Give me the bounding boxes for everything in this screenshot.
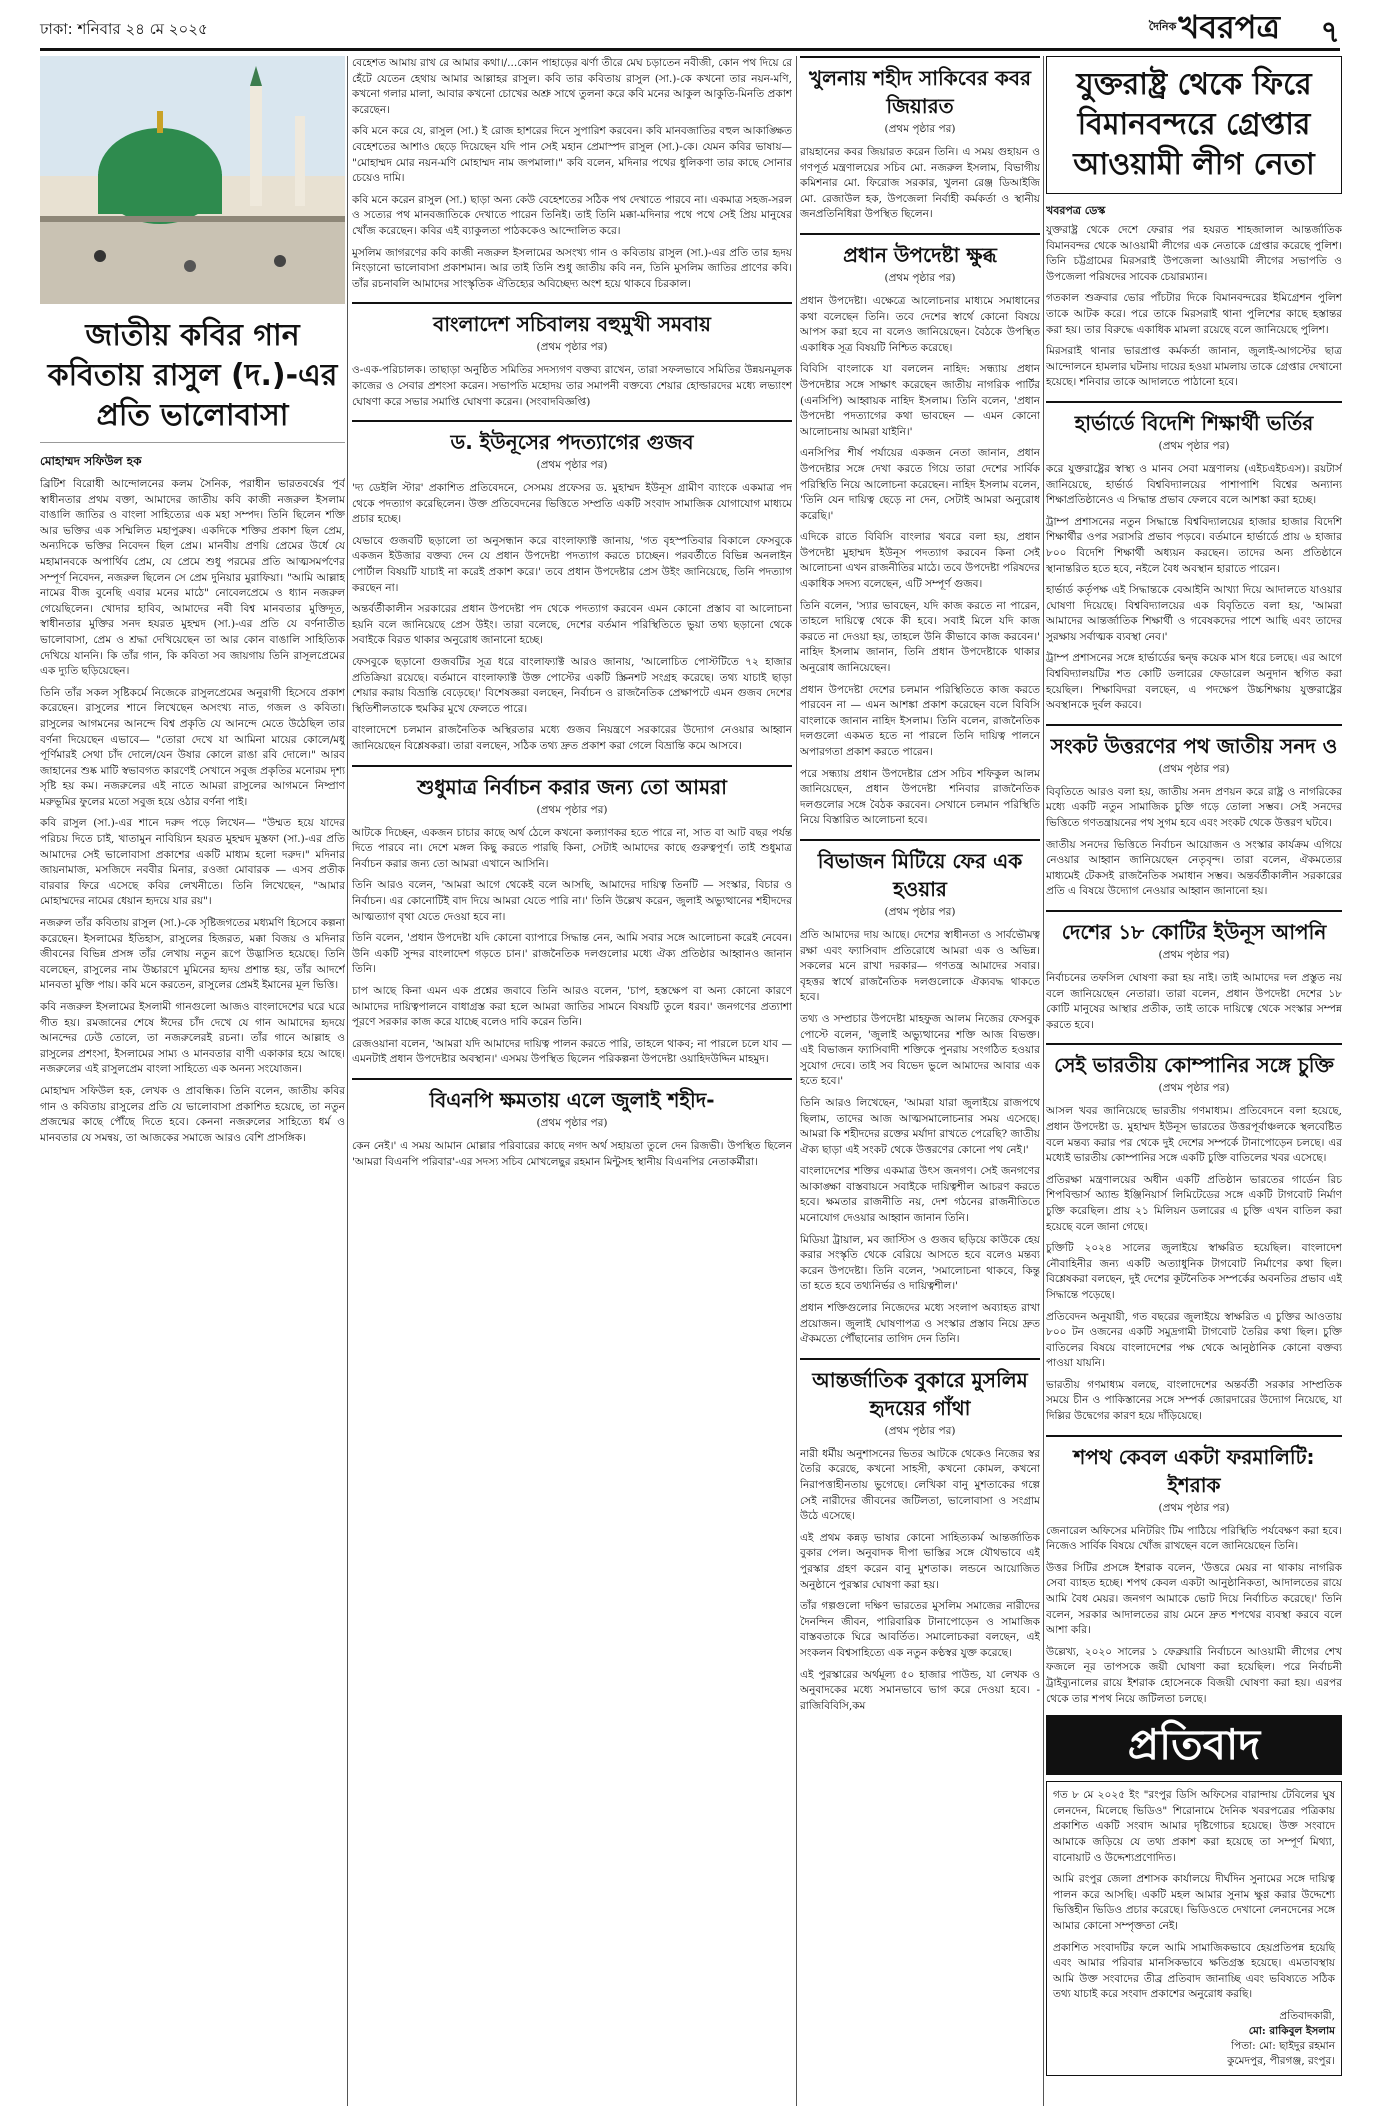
article-paragraph: বাংলাদেশের শক্তির একমাত্র উৎস জনগণ। সেই জনগণের আকাঙ্ক্ষা বাস্তবায়নে সবাইকে দায়িত্বশীল আচরণ করতে হবে। ক্ষমতার রাজনীতি নয়, দেশ গঠনের রাজনীতিতে মনোযোগ দেওয়ার আহ্বান জানান তিনি। (800, 1165, 1040, 1225)
article-paragraph: বিবিসি বাংলাকে যা বললেন নাহিদ: সন্ধ্যায় প্রধান উপদেষ্টার সঙ্গে সাক্ষাৎ করেছেন জাতীয় নাগরিক পার্টির (এনসিপি) আহ্বায়ক নাহিদ ইসলাম। তিনি বলেন, 'প্রধান উপদেষ্টা পদত্যাগের কথা ভাবছেন — এমন কোনো আলোচনায় আমরা যাইনি।' (800, 363, 1040, 438)
article-paragraph: যেভাবে গুজবটি ছড়ালো তা অনুসন্ধান করে বাংলাফ্যাক্ট জানায়, 'গত বৃহস্পতিবার বিকালে ফেসবুকে একজন ইউজার বক্তব্য দেন যে প্রধান উপদেষ্টা পদত্যাগ করতে চাচ্ছেন। পরবর্তীতে বিভিন্ন অনলাইন পোর্টাল বিষয়টি যাচাই না করেই প্রকাশ করে।' তবে প্রধান উপদেষ্টার প্রেস উইং জানিয়েছে, তিনি পদত্যাগ করছেন না। (352, 534, 792, 594)
article-paragraph: নজরুল তাঁর কবিতায় রাসুল (সা.)-কে সৃষ্টিজগতের মধ্যমণি হিসেবে কল্পনা করেছেন। ইসলামের ইতিহাস, রাসুলের হিজরত, মক্কা বিজয় ও মদিনার জীবনের বিভিন্ন প্রসঙ্গ তাঁর লেখায় নতুন রূপে উদ্ভাসিত হয়েছে। তিনি বলেছেন, রাসুলের নাম উচ্চারণে মুমিনের হৃদয় প্রশান্ত হয়, তাঁর আদর্শে মানবতা মুক্তি পায়। কবি মনে করতেন, রাসুলের প্রেমই ইমানের মূল ভিত্তি। (40, 917, 345, 992)
article-headline: হার্ভার্ডে বিদেশি শিক্ষার্থী ভর্তির (1046, 401, 1342, 437)
article-headline: শপথ কেবল একটা ফরমালিটি: ইশরাক (1046, 1435, 1342, 1499)
article-paragraph: আটকে দিচ্ছেন, একজন চাচার কাছে অর্থ ঠেলে কখনো কল্যাণকর হতে পারে না, সাত বা আট বছর পর্যন্ত দিতে পারবে না। দেশে মঙ্গল কিছু করতে পারছি কিনা, সেটাই আমাদের কাছে গুরুত্বপূর্ণ। তাই শুধুমাত্র নির্বাচন করার জন্য তো আমরা এখানে আসিনি। (352, 826, 792, 870)
masthead (40, 8, 1340, 51)
column-rule (796, 56, 797, 2106)
article-paragraph: করে যুক্তরাষ্ট্রের স্বাস্থ্য ও মানব সেবা মন্ত্রণালয় (এইচএইচএস)। রয়টার্স জানিয়েছে, হার্ভার্ড বিশ্ববিদ্যালয়ের পাশাপাশি বিশ্বের অন্যান্য শিক্ষাপ্রতিষ্ঠানেও এ সিদ্ধান্ত প্রভাব ফেলবে বলে আশঙ্কা করা হচ্ছে। (1046, 462, 1342, 507)
article-paragraph: কেন নেই।' এ সময় আমান মোল্লার পরিবারের কাছে নগদ অর্থ সহায়তা তুলে দেন রিজভী। উপস্থিত ছিলেন 'আমরা বিএনপি পরিবার'-এর সদস্য সচিব মোখলেছুর রহমান মিন্টুসহ স্থানীয় বিএনপির নেতাকর্মীরা। (352, 1139, 792, 1168)
article-paragraph: চুক্তিটি ২০২৪ সালের জুলাইয়ে স্বাক্ষরিত হয়েছিল। বাংলাদেশ নৌবাহিনীর জন্য একটি অত্যাধুনিক টাগবোট নির্মাণের কথা ছিল। বিশ্লেষকরা বলছেন, দুই দেশের কূটনৈতিক সম্পর্কের অবনতির প্রভাব এই সিদ্ধান্তে পড়েছে। (1046, 1242, 1342, 1301)
article-paragraph: মুসলিম জাগরণের কবি কাজী নজরুল ইসলামের অসংখ্য গান ও কবিতায় রাসুল (সা.)-এর প্রতি তার হৃদয় নিংড়ানো ভালোবাসা প্রকাশমান। আর তাই তিনি শুধু জাতীয় কবি নন, তিনি মুসলিম জাতির প্রাণের কবি। তাঁর রচনাবলি আমাদের সাংস্কৃতিক ঐতিহ্যের অবিচ্ছেদ্য অংশ হয়ে থাকবে চিরকাল। (352, 246, 792, 290)
article-paragraph: পরে সন্ধ্যায় প্রধান উপদেষ্টার প্রেস সচিব শফিকুল আলম জানিয়েছেন, প্রধান উপদেষ্টা শনিবার রাজনৈতিক দলগুলোর সঙ্গে বৈঠক করবেন। সেখানে চলমান পরিস্থিতি নিয়ে বিস্তারিত আলোচনা হবে। (800, 767, 1040, 827)
continued-label: (প্রথম পৃষ্ঠার পর) (884, 271, 956, 284)
article-paragraph: তিনি আরও বলেন, 'আমরা আগে থেকেই বলে আসছি, আমাদের দায়িত্ব তিনটি — সংস্কার, বিচার ও নির্বাচন। এর কোনোটিই বাদ দিয়ে আমরা যেতে পারি না।' তিনি উল্লেখ করেন, জুলাই অভ্যুত্থানের শহীদদের আত্মত্যাগ বৃথা যেতে দেওয়া হবে না। (352, 879, 792, 923)
article-paragraph: এনসিপির শীর্ষ পর্যায়ের একজন নেতা জানান, প্রধান উপদেষ্টার সঙ্গে দেখা করতে গিয়ে তারা দেশের সার্বিক পরিস্থিতি নিয়ে আলোচনা করেছেন। নাহিদ ইসলাম বলেন, 'তিনি যেন দায়িত্ব ছেড়ে না দেন, সেটাই আমরা অনুরোধ করেছি।' (800, 447, 1040, 522)
article-paragraph: কবি নজরুল ইসলামের ইসলামী গানগুলো আজও বাংলাদেশের ঘরে ঘরে গীত হয়। রমজানের শেষে ঈদের চাঁদ দেখে যে গান আমাদের হৃদয়ে আনন্দের ঢেউ তোলে, তা নজরুলেরই রচনা। তাঁর গানে আল্লাহ ও রাসুলের প্রশংসা, ইসলামের সাম্য ও মানবতার বাণী একাকার হয়ে আছে। নজরুলের এই রাসুলপ্রেম বাংলা সাহিত্যে এক অনন্য সংযোজন। (40, 1001, 345, 1076)
article-paragraph: নির্বাচনের তফসিল ঘোষণা করা হয় নাই। তাই আমাদের দল প্রস্তুত নয় বলে জানিয়েছেন নেতারা। তারা বলেন, প্রধান উপদেষ্টা দেশের ১৮ কোটি মানুষের আস্থার প্রতীক, তাই তাকে দায়িত্বে থেকে সংস্কার সম্পন্ন করতে হবে। (1046, 972, 1342, 1031)
article-paragraph: প্রধান উপদেষ্টা। এক্ষেত্রে আলোচনার মাধ্যমে সমাধানের কথা বলেছেন তিনি। তবে দেশের স্বার্থে কোনো বিষয়ে আপস করা হবে না বলেও জানিয়েছেন। বৈঠকে উপস্থিত একাধিক সূত্র বিষয়টি নিশ্চিত করেছে। (800, 294, 1040, 354)
logo-text: খবরপত্র (1178, 8, 1280, 46)
continued-label: (প্রথম পৃষ্ঠার পর) (1158, 1082, 1230, 1095)
page-number: ৭ (1320, 15, 1340, 50)
protibad-heading: প্রতিবাদ (1046, 1715, 1342, 1775)
column-rule (347, 56, 348, 2106)
article-paragraph: তিনি বলেন, 'প্রধান উপদেষ্টা যদি কোনো ব্যাপারে সিদ্ধান্ত নেন, আমি সবার সঙ্গে আলোচনা করেই নেবেন। উনি একটি সুন্দর বাংলাদেশ গড়তে চান।' রাজনৈতিক দলগুলোর মধ্যে ঐক্য প্রতিষ্ঠার আহ্বানও জানান তিনি। (352, 932, 792, 976)
article-paragraph: এই পুরস্কারের অর্থমূল্য ৫০ হাজার পাউন্ড, যা লেখক ও অনুবাদকের মধ্যে সমানভাবে ভাগ করে দেওয়া হবে। - রাজিবিবিসি,কম (800, 1668, 1040, 1712)
signature-line: কুমেদপুর, পীরগঞ্জ, রংপুর। (1227, 2054, 1335, 2067)
article-headline: বিএনপি ক্ষমতায় এলে জুলাই শহীদ- (352, 1078, 792, 1114)
continued-label: (প্রথম পৃষ্ঠার পর) (536, 341, 608, 354)
issue-date: ঢাকা: শনিবার ২৪ মে ২০২৫ (40, 20, 208, 38)
article-paragraph: রায়হানের কবর জিয়ারত করেন তিনি। এ সময় গুহায়ন ও গণপূর্ত মন্ত্রণালয়ের সচিব মো. নজরুল ইসলাম, বিভাগীয় কমিশনার মো. ফিরোজ সরকার, খুলনা রেঞ্জ ডিআইজি মো. রেজাউল হক, উপজেলা নির্বাহী কর্মকর্তা ও স্থানীয় জনপ্রতিনিধিরা উপস্থিত ছিলেন। (800, 146, 1040, 221)
column-4 (1046, 56, 1342, 2106)
article-paragraph: ফেসবুকে ছড়ানো গুজবটির সূত্র ধরে বাংলাফ্যাক্ট আরও জানায়, 'আলোচিত পোস্টটিতে ৭২ হাজার প্রতিক্রিয়া রয়েছে। বর্তমানে বাংলাফ্যাক্ট উক্ত পোস্টের একটি স্ক্রিনশট সংগ্রহ করেছে। তথ্য যাচাই ছাড়া শেয়ার করায় বিভ্রান্তি বেড়েছে।' বিশেষজ্ঞরা বলছেন, নির্বাচন ও রাজনৈতিক প্রেক্ষাপটে এমন গুজব দেশের স্থিতিশীলতাকে হুমকির মুখে ফেলতে পারে। (352, 656, 792, 715)
column-2 (352, 56, 792, 2106)
article-paragraph: গত ৮ মে ২০২৫ ইং "রংপুর ডিসি অফিসের বারান্দায় টেবিলের ঘুষ লেনদেন, মিলেছে ভিডিও" শিরোনামে দৈনিক খবরপত্রের পত্রিকায় প্রকাশিত একটি সংবাদ আমার দৃষ্টিগোচর হয়েছে। উক্ত সংবাদে আমাকে জড়িয়ে যে তথ্য প্রকাশ করা হয়েছে তা সম্পূর্ণ মিথ্যা, বানোয়াট ও উদ্দেশ্যপ্রণোদিত। (1053, 1789, 1335, 1864)
article-paragraph: যুক্তরাষ্ট্র থেকে দেশে ফেরার পর হযরত শাহজালাল আন্তর্জাতিক বিমানবন্দর থেকে আওয়ামী লীগের এক নেতাকে গ্রেপ্তার করেছে পুলিশ। তিনি চট্টগ্রামের মিরসরাই উপজেলা আওয়ামী লীগের সভাপতি ও উপজেলা পরিষদের সাবেক চেয়ারম্যান। (1046, 224, 1342, 283)
protibad-box (1046, 1781, 1342, 2076)
article-headline: বিভাজন মিটিয়ে ফের এক হওয়ার (800, 839, 1040, 903)
article-paragraph: কবি মনে করেন রাসুল (সা.) ছাড়া অন্য কেউ বেহেশতের সঠিক পথ দেখাতে পারবে না। একমাত্র সহজ-সরল ও সত্যের পথ মানবজাতিকে দেখাতে পারেন তিনিই। তাই তিনি মক্কা-মদিনার পথে পথে সেই প্রিয় মানুষের খোঁজ করেছেন। কবির এই ব্যাকুলতা পাঠককেও আন্দোলিত করে। (352, 193, 792, 237)
article-headline: দেশের ১৮ কোটির ইউনূস আপনি (1046, 910, 1342, 946)
article-paragraph: প্রতি আমাদের দায় আছে। দেশের স্বাধীনতা ও সার্বভৌমত্ব রক্ষা এবং ফ্যাসিবাদ প্রতিরোধে আমরা এক ও অভিন্ন। সকলের মনে রাখা দরকার— গণতন্ত্র আমাদের সবার। বৃহত্তর স্বার্থে রাজনৈতিক দলগুলোকে ঐক্যবদ্ধ থাকতে হবে। (800, 928, 1040, 1004)
article-paragraph: ট্রাম্প প্রশাসনের নতুন সিদ্ধান্তে বিশ্ববিদ্যালয়ের হাজার হাজার বিদেশি শিক্ষার্থীর ওপর সরাসরি প্রভাব পড়বে। বর্তমানে হার্ভার্ডে প্রায় ৬ হাজার ৮০০ বিদেশি শিক্ষার্থী অধ্যয়ন করছেন। তাদের অন্য প্রতিষ্ঠানে স্থানান্তরিত হতে হবে, নইলে বৈধ অবস্থান হারাতে পারেন। (1046, 515, 1342, 575)
article-paragraph: প্রকাশিত সংবাদটির ফলে আমি সামাজিকভাবে হেয়প্রতিপন্ন হয়েছি এবং আমার পরিবার মানসিকভাবে ক্ষতিগ্রস্ত হয়েছে। এমতাবস্থায় আমি উক্ত সংবাদের তীব্র প্রতিবাদ জানাচ্ছি এবং ভবিষ্যতে সঠিক তথ্য যাচাই করে সংবাদ প্রকাশের অনুরোধ করছি। (1053, 1941, 1335, 2001)
column-rule (1043, 56, 1044, 2106)
article-headline: জাতীয় কবির গান কবিতায় রাসুল (দ.)-এর প্রতি ভালোবাসা (40, 316, 345, 443)
article-paragraph: তিনি আরও লিখেছেন, 'আমরা যারা জুলাইয়ে রাজপথে ছিলাম, তাদের আজ আত্মসমালোচনার সময় এসেছে। আমরা কি শহীদদের রক্তের মর্যাদা রাখতে পেরেছি? জাতীয় ঐক্য ছাড়া এই সংকট থেকে উত্তরণের কোনো পথ নেই।' (800, 1096, 1040, 1156)
article-paragraph: ট্রাম্প প্রশাসনের সঙ্গে হার্ভার্ডের দ্বন্দ্ব কয়েক মাস ধরে চলছে। এর আগে বিশ্ববিদ্যালয়টির শত কোটি ডলারের ফেডারেল অনুদান স্থগিত করা হয়েছিল। শিক্ষাবিদরা বলছেন, এ পদক্ষেপ উচ্চশিক্ষায় যুক্তরাষ্ট্রের অবস্থানকে দুর্বল করবে। (1046, 652, 1342, 712)
article-paragraph: মিরসরাই থানার ভারপ্রাপ্ত কর্মকর্তা জানান, জুলাই-আগস্টের ছাত্র আন্দোলনে হামলার ঘটনায় দায়ের হওয়া মামলায় তাকে গ্রেপ্তার দেখানো হয়েছে। শনিবার তাকে আদালতে পাঠানো হবে। (1046, 345, 1342, 389)
continued-label: (প্রথম পৃষ্ঠার পর) (536, 803, 608, 816)
green-dome-mosque-photo (40, 56, 345, 304)
continued-label: (প্রথম পৃষ্ঠার পর) (536, 1116, 608, 1129)
news-desk: খবরপত্র ডেস্ক (1046, 204, 1106, 217)
article-paragraph: বেহেশত আমায় রাখ রে আমার কথা।/...কোন পাহাড়ের ঝর্ণা তীরে মেঘ চড়াতেন নবীজী, কোন পথ দিয়ে রে হেঁটে যেতেন হেথায় আমার আল্লাহর রাসুল। কবি তার কবিতায় রাসুল (সা.)-কে কখনো তার নয়ন-মণি, কখনো গলার মালা, আবার কখনো চোখের অশ্রু সাথে তুলনা করে কবি মনের আকুল আকুতি-মিনতি প্রকাশ করেছেন। (352, 57, 792, 116)
article-paragraph: কবি রাসুল (সা.)-এর শানে দরুদ পড়ে লিখেন— "উম্মত হয়ে যাদের পরিচয় দিতে চাই, খাতামুন নাবিয়্যিন হযরত মুহম্মদ মুস্তফা (সা.)-এর প্রতি আমাদের সেই ভালোবাসা প্রকাশের একটি মাধ্যম হলো দরুদ।" মদিনার জায়নামাজ, মসজিদে নববীর মিনার, রওজা মোবারক — এসব প্রতীক বারবার ফিরে এসেছে কবির লেখনীতে। তিনি লিখেছেন, "আমার মোহাম্মদের নামের ধেয়ান হৃদয়ে যার রয়"। (40, 817, 345, 908)
column-1 (40, 56, 345, 2106)
article-paragraph: উত্তর সিটির প্রসঙ্গে ইশরাক বলেন, 'উত্তরে মেয়র না থাকায় নাগরিক সেবা ব্যাহত হচ্ছে। শপথ কেবল একটা আনুষ্ঠানিকতা, আদালতের রায়ে আমি বৈধ মেয়র। জনগণ আমাকে ভোট দিয়ে নির্বাচিত করেছে।' তিনি বলেন, সরকার আদালতের রায় মেনে দ্রুত শপথের ব্যবস্থা করবে বলে আশা করি। (1046, 1561, 1342, 1637)
article-paragraph: ব্রিটিশ বিরোধী আন্দোলনের কলম সৈনিক, পরাধীন ভারতবর্ষের পূর্ব স্বাধীনতার প্রথম বক্তা, আমাদের জাতীয় কবি কাজী নজরুল ইসলাম বাঙালি জাতির ও বাংলা সাহিত্যের এক মহা সম্পদ। তিনি ছিলেন শক্তি আর ভক্তির এক সম্মিলিত মহাপুরুষ। একদিকে শক্তির প্রকাশ ছিল প্রেম, অন্যদিকে ভক্তির নিবেদন ছিল প্রেম। মানবীয় প্রণয়ি প্রেমের উর্ধে যে মহামানবকে অপার্থিব প্রেম, যে প্রেমে শুধু পরমের প্রতি আত্মসমর্পণের সম্পূর্ণ নিবেদন, নজরুল ছিলেন সে প্রেম দুনিয়ার মুরাফিয়া। "আমি আল্লাহ নামের বীজ বুনেছি এবার মনের মাঠে" নোবেলপ্রেমে ও ধ্যান নজরুল গেয়েছিলেন। খোদার হাবিব, আমাদের নবী বিশ্ব মানবতার মুক্তিদূত, স্বাধীনতার মুক্তির সনদ হযরত মুহম্মদ (সা.)-এর প্রতি যে বর্ণনাতীত ভালোবাসা, প্রেম ও শ্রদ্ধা দেখিয়েছেন তা আর কোন বাঙালি সাহিত্যিক দেখিয়ে যাননি। কি তাঁর গান, কি কবিতা সব জায়গায় তিনি রাসূলপ্রেমের এক দ্যুতি ছড়িয়েছেন। (40, 478, 345, 678)
article-paragraph: হার্ভার্ড কর্তৃপক্ষ এই সিদ্ধান্তকে বেআইনি আখ্যা দিয়ে আদালতে যাওয়ার ঘোষণা দিয়েছে। বিশ্ববিদ্যালয়ের এক বিবৃতিতে বলা হয়, 'আমরা আমাদের আন্তর্জাতিক শিক্ষার্থী ও গবেষকদের পাশে আছি এবং তাদের সুরক্ষায় সর্বাত্মক ব্যবস্থা নেব।' (1046, 584, 1342, 643)
signature-block (1053, 2009, 1335, 2069)
article-paragraph: তথ্য ও সম্প্রচার উপদেষ্টা মাহফুজ আলম নিজের ফেসবুক পোস্টে বলেন, 'জুলাই অভ্যুত্থানের শক্তি আজ বিভক্ত। এই বিভাজন ফ্যাসিবাদী শক্তিকে পুনরায় সংগঠিত হওয়ার সুযোগ দেবে। তাই সব বিভেদ ভুলে আমাদের আবার এক হতে হবে।' (800, 1012, 1040, 1088)
newspaper-logo (1149, 8, 1280, 46)
article-paragraph: রেজওয়ানা বলেন, 'আমরা যদি আমাদের দায়িত্ব পালন করতে পারি, তাহলে থাকব; না পারলে চলে যাব — এমনটাই প্রধান উপদেষ্টার অবস্থান।' এসময় উপস্থিত ছিলেন পরিকল্পনা উপদেষ্টা ওয়াহিদউদ্দিন মাহমুদ। (352, 1037, 792, 1066)
column-3 (800, 56, 1040, 2106)
article-byline: মোহাম্মদ সফিউল হক (40, 454, 142, 468)
lead-story-box (1046, 56, 1342, 194)
article-paragraph: আমি রংপুর জেলা প্রশাসক কার্যালয়ে দীর্ঘদিন সুনামের সঙ্গে দায়িত্ব পালন করে আসছি। একটি মহল আমার সুনাম ক্ষুণ্ণ করার উদ্দেশ্যে ভিত্তিহীন ভিডিও প্রচার করেছে। ভিডিওতে দেখানো লেনদেনের সঙ্গে আমার কোনো সম্পৃক্ততা নেই। (1053, 1873, 1335, 1932)
article-paragraph: তাঁর গল্পগুলো দক্ষিণ ভারতের মুসলিম সমাজের নারীদের দৈনন্দিন জীবন, পারিবারিক টানাপোড়েন ও সামাজিক বাস্তবতাকে ঘিরে আবর্তিত। সমালোচকরা বলছেন, এই সংকলন বিশ্বসাহিত্যে এক নতুন কণ্ঠস্বর যুক্ত করেছে। (800, 1600, 1040, 1659)
article-paragraph: ও-এক-পরিচালক। তাছাড়া অনুষ্ঠিত সমিতির সদস্যগণ বক্তব্য রাখেন, তারা সফলভাবে সমিতির উন্নয়নমূলক কাজের ও সেবার প্রশংসা করেন। সভাপতি মহোদয় তার সমাপনী বক্তব্যে শেয়ার হোল্ডারদের মধ্যে লভ্যাংশ ঘোষণা করে সভার সমাপ্তি ঘোষণা করেন। (সংবাদবিজ্ঞপ্তি) (352, 364, 792, 408)
signature-line: মো: রাকিবুল ইসলাম (1248, 2024, 1335, 2037)
article-paragraph: আসল খবর জানিয়েছে ভারতীয় গণমাধ্যম। প্রতিবেদনে বলা হয়েছে, প্রধান উপদেষ্টা ড. মুহাম্মদ ইউনূস ভারতের উত্তরপূর্বাঞ্চলকে স্থলবেষ্টিত বলে মন্তব্য করার পর থেকে দুই দেশের সম্পর্কে টানাপোড়েন চলছে। এর মধ্যেই ভারতীয় কোম্পানির সঙ্গে একটি চুক্তি বাতিলের খবর এসেছে। (1046, 1105, 1342, 1165)
article-paragraph: এদিকে রাতে বিবিসি বাংলার খবরে বলা হয়, প্রধান উপদেষ্টা মুহাম্মদ ইউনূস পদত্যাগ করবেন কিনা সেই আলোচনা এখন রাজনীতির মাঠে। তবে উপদেষ্টা পরিষদের একাধিক সদস্য বলেছেন, এটি সম্পূর্ণ গুজব। (800, 531, 1040, 591)
article-headline: সংকট উত্তরণের পথ জাতীয় সনদ ও (1046, 724, 1342, 760)
article-paragraph: প্রধান শক্তিগুলোর নিজেদের মধ্যে সংলাপ অব্যাহত রাখা প্রয়োজন। জুলাই ঘোষণাপত্র ও সংস্কার প্রস্তাব নিয়ে দ্রুত ঐকমত্যে পৌঁছানোর তাগিদ দেন তিনি। (800, 1302, 1040, 1346)
continued-label: (প্রথম পৃষ্ঠার পর) (1158, 762, 1230, 775)
article-paragraph: গতকাল শুক্রবার ভোর পাঁচটার দিকে বিমানবন্দরের ইমিগ্রেশন পুলিশ তাকে আটক করে। পরে তাকে মিরসরাই থানা পুলিশের কাছে হস্তান্তর করা হয়। তার বিরুদ্ধে একাধিক মামলা রয়েছে বলে জানিয়েছে পুলিশ। (1046, 292, 1342, 336)
article-paragraph: উল্লেখ্য, ২০২০ সালের ১ ফেব্রুয়ারি নির্বাচনে আওয়ামী লীগের শেখ ফজলে নূর তাপসকে জয়ী ঘোষণা করা হয়েছিল। পরে নির্বাচনী ট্রাইব্যুনালের রায়ে ইশরাক হোসেনকে বিজয়ী ঘোষণা করা হয়। এরপর থেকে তার শপথ নিয়ে জটিলতা চলছে। (1046, 1645, 1342, 1705)
logo-prefix: দৈনিক (1148, 20, 1177, 33)
continued-label: (প্রথম পৃষ্ঠার পর) (1158, 1501, 1230, 1514)
article-paragraph: প্রতিবেদন অনুযায়ী, গত বছরের জুলাইয়ে স্বাক্ষরিত এ চুক্তির আওতায় ৮০০ টন ওজনের একটি সমুদ্রগামী টাগবোট তৈরির কথা ছিল। চুক্তি বাতিলের বিষয়ে বাংলাদেশের পক্ষ থেকে আনুষ্ঠানিক কোনো বক্তব্য পাওয়া যায়নি। (1046, 1310, 1342, 1370)
article-headline: ড. ইউনূসের পদত্যাগের গুজব (352, 420, 792, 456)
article-headline: প্রধান উপদেষ্টা ক্ষুব্ধ (800, 233, 1040, 269)
signature-line: পিতা: মো: ছাইদুর রহমান (1231, 2039, 1335, 2052)
article-headline: খুলনায় শহীদ সাকিবের কবর জিয়ারত (800, 56, 1040, 120)
article-paragraph: তিনি বলেন, 'স্যার ভাবছেন, যদি কাজ করতে না পারেন, তাহলে দায়িত্বে থেকে কী হবে। সবাই মিলে যদি কাজ করতে না দেওয়া হয়, তাহলে উনি কীভাবে কাজ করবেন।' নাহিদ ইসলাম জানান, তিনি প্রধান উপদেষ্টাকে থাকার অনুরোধ জানিয়েছেন। (800, 599, 1040, 675)
lead-headline: যুক্তরাষ্ট্র থেকে ফিরে বিমানবন্দরে গ্রেপ্তার আওয়ামী লীগ নেতা (1073, 67, 1315, 182)
article-paragraph: নারী ধর্মীয় অনুশাসনের ভিতর আটকে থেকেও নিজের স্বর তৈরি করেছে, কখনো সাহসী, কখনো কোমল, কখনো নিরাপত্তাহীনতায় ভুগেছে। লেখিকা বানু মুশতাকের গল্পে সেই নারীদের জীবনের জটিলতা, ভালোবাসা ও সংগ্রাম উঠে এসেছে। (800, 1447, 1040, 1523)
article-paragraph: অন্তর্বর্তীকালীন সরকারের প্রধান উপদেষ্টা পদ থেকে পদত্যাগ করবেন এমন কোনো প্রস্তাব বা আলোচনা হয়নি বলে জানিয়েছে প্রেস উইং। তারা বলেছে, দেশের বর্তমান পরিস্থিতিতে ভুয়া তথ্য ছড়ানো থেকে সবাইকে বিরত থাকার অনুরোধ জানানো হচ্ছে। (352, 603, 792, 647)
article-paragraph: বাংলাদেশে চলমান রাজনৈতিক অস্থিরতার মধ্যে গুজব নিয়ন্ত্রণে সরকারের উদ্যোগ নেওয়ার আহ্বান জানিয়েছেন বিশ্লেষকরা। তারা বলছেন, সঠিক তথ্য দ্রুত প্রকাশ করা গেলে বিভ্রান্তি কমে আসবে। (352, 724, 792, 752)
article-paragraph: 'দ্য ডেইলি স্টার' প্রকাশিত প্রতিবেদনে, সেসময় প্রফেসর ড. মুহাম্মদ ইউনূস গ্রামীণ ব্যাংকে একমাত্র পদ থেকে পদত্যাগ করেছিলেন। উক্ত প্রতিবেদনের ভিত্তিতে সম্প্রতি একটি সংবাদ সামাজিক যোগাযোগ মাধ্যমে প্রচার হচ্ছে। (352, 482, 792, 526)
article-headline: বাংলাদেশ সচিবালয় বহুমুখী সমবায় (352, 302, 792, 338)
article-paragraph: তিনি তাঁর সকল সৃষ্টিকর্মে নিজেকে রাসুলপ্রেমের অনুরাগী হিসেবে প্রকাশ করেছেন। রাসুলের শানে লিখেছেন অসংখ্য নাত, গজল ও কবিতা। রাসুলের আগমনের আনন্দে বিশ্ব প্রকৃতি যে আনন্দে মেতে উঠেছিল তার বর্ণনা দিয়েছেন এভাবে— "তোরা দেখে যা আমিনা মায়ের কোলে/মধু পূর্ণিমারই সেথা চাঁদ দোলে/যেন উষার কোলে রাঙা রবি দোলে।" আরব জাহানের শুষ্ক মাটি স্বভাবগত কারণেই সেখানে সবুজ প্রকৃতির মনোরম দৃশ্য সৃষ্টি হয় কম। নজরুলের এই নাতে আমরা রাসুলের আগমনে নিষ্প্রাণ মরুভূমির ফুলের মতো সবুজ হয়ে ওঠার বর্ণনা পাই। (40, 686, 345, 808)
article-paragraph: এই প্রথম কন্নড় ভাষার কোনো সাহিত্যকর্ম আন্তর্জাতিক বুকার পেল। অনুবাদক দীপা ভাস্তির সঙ্গে যৌথভাবে এই পুরস্কার গ্রহণ করেন বানু মুশতাক। লন্ডনে আয়োজিত অনুষ্ঠানে পুরস্কার ঘোষণা করা হয়। (800, 1531, 1040, 1591)
article-headline: শুধুমাত্র নির্বাচন করার জন্য তো আমরা (352, 765, 792, 801)
article-paragraph: প্রধান উপদেষ্টা দেশের চলমান পরিস্থিতিতে কাজ করতে পারবেন না — এমন আশঙ্কা প্রকাশ করেছেন বলে বিবিসি বাংলাকে জানান নাহিদ ইসলাম। তিনি বলেন, রাজনৈতিক দলগুলো একমত হতে না পারলে তিনি দায়িত্ব পালনে অপারগতা প্রকাশ করতে পারেন। (800, 683, 1040, 758)
article-paragraph: মোহাম্মদ সফিউল হক, লেখক ও প্রাবন্ধিক। তিনি বলেন, জাতীয় কবির গান ও কবিতায় রাসুলের প্রতি যে ভালোবাসা প্রকাশিত হয়েছে, তা নতুন প্রজন্মের কাছে পৌঁছে দিতে হবে। কেননা নজরুলের সাহিত্যে ধর্ম ও মানবতার যে সমন্বয়, তা আজকের সমাজে আরও বেশি প্রাসঙ্গিক। (40, 1084, 345, 1144)
continued-label: (প্রথম পৃষ্ঠার পর) (884, 1424, 956, 1437)
article-paragraph: জাতীয় সনদের ভিত্তিতে নির্বাচন আয়োজন ও সংস্কার কার্যক্রম এগিয়ে নেওয়ার আহ্বান জানিয়েছেন নেতৃবৃন্দ। তারা বলেন, ঐকমত্যের মাধ্যমেই টেকসই রাজনৈতিক সমাধান সম্ভব। অন্তর্বর্তীকালীন সরকারের প্রতি এ বিষয়ে উদ্যোগ নেওয়ার আহ্বান জানানো হয়। (1046, 838, 1342, 898)
article-headline: সেই ভারতীয় কোম্পানির সঙ্গে চুক্তি (1046, 1043, 1342, 1079)
article-paragraph: মিডিয়া ট্রায়াল, মব জাস্টিস ও গুজব ছড়িয়ে কাউকে হেয় করার সংস্কৃতি থেকে বেরিয়ে আসতে হবে বলেও মন্তব্য করেন উপদেষ্টা। তিনি বলেন, 'সমালোচনা থাকবে, কিন্তু তা হতে হবে তথ্যনির্ভর ও দায়িত্বশীল।' (800, 1233, 1040, 1293)
continued-label: (প্রথম পৃষ্ঠার পর) (1158, 949, 1230, 961)
article-paragraph: জেনারেল অফিসের মনিটরিং টিম পাঠিয়ে পরিস্থিতি পর্যবেক্ষণ করা হবে। নিজেও সার্বিক বিষয়ে খোঁজ রাখছেন বলে জানিয়েছেন তিনি। (1046, 1524, 1342, 1553)
continued-label: (প্রথম পৃষ্ঠার পর) (884, 123, 956, 135)
article-paragraph: কবি মনে করে যে, রাসুল (সা.) ই রোজ হাশরের দিনে সুপারিশ করবেন। কবি মানবজাতির বহুল আকাঙ্ক্ষিত বেহেশতের আশাও ছেড়ে দিয়েছেন যদি পান সেই মহান প্রেমাস্পদ রাসুল (সা.)-কে। যেমন কবির ভাষায়— "মোহাম্মদ মোর নয়ন-মণি মোহাম্মদ নাম জপমালা।" কবি বলেন, মদিনার পথের ধুলিকণা তার কাছে সোনার চেয়েও দামি। (352, 125, 792, 185)
article-paragraph: বিবৃতিতে আরও বলা হয়, জাতীয় সনদ প্রণয়ন করে রাষ্ট্র ও নাগরিকের মধ্যে একটি নতুন সামাজিক চুক্তি গড়ে তোলা সম্ভব। সেই সনদের ভিত্তিতে গণতন্ত্রায়নের পথ সুগম হবে এবং সংকট থেকে উত্তরণ ঘটবে। (1046, 785, 1342, 830)
article-paragraph: প্রতিরক্ষা মন্ত্রণালয়ের অধীন একটি প্রতিষ্ঠান ভারতের গার্ডেন রিচ শিপবিল্ডার্স অ্যান্ড ইঞ্জিনিয়ার্স লিমিটেডের সঙ্গে একটি টাগবোট নির্মাণ চুক্তি করেছিল। প্রায় ২১ মিলিয়ন ডলারের এ চুক্তি এখন বাতিল করা হয়েছে বলে জানা গেছে। (1046, 1173, 1342, 1233)
article-headline: আন্তর্জাতিক বুকারে মুসলিম হৃদয়ের গাঁথা (800, 1358, 1040, 1422)
article-paragraph: চাপ আছে কিনা এমন এক প্রশ্নের জবাবে তিনি আরও বলেন, 'চাপ, হস্তক্ষেপ বা অন্য কোনো কারণে আমাদের দায়িত্বপালনে বাধাগ্রস্ত করা হলে আমরা জাতির সামনে বিষয়টি তুলে ধরব।' জনগণের প্রত্যাশা পূরণে সরকার কাজ করে যাচ্ছে বলেও দাবি করেন তিনি। (352, 984, 792, 1029)
continued-label: (প্রথম পৃষ্ঠার পর) (884, 905, 956, 918)
signature-line: প্রতিবাদকারী, (1279, 2009, 1335, 2022)
continued-label: (প্রথম পৃষ্ঠার পর) (1158, 439, 1230, 452)
continued-label: (প্রথম পৃষ্ঠার পর) (536, 459, 608, 472)
article-paragraph: ভারতীয় গণমাধ্যম বলছে, বাংলাদেশের অন্তর্বর্তী সরকার সাম্প্রতিক সময়ে চীন ও পাকিস্তানের সঙ্গে সম্পর্ক জোরদারের উদ্যোগ নিয়েছে, যা দিল্লির উদ্বেগের কারণ হয়ে দাঁড়িয়েছে। (1046, 1378, 1342, 1423)
